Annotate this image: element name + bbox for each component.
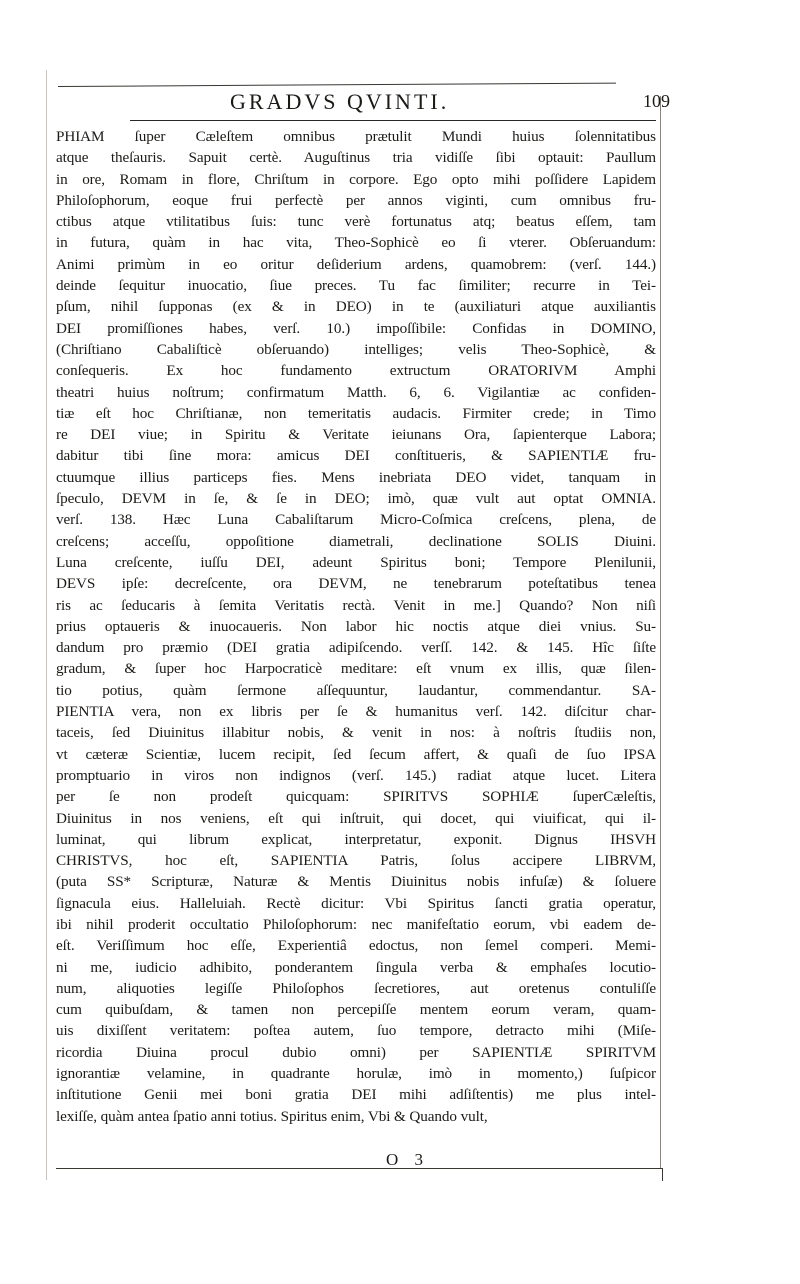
text-line: (Chriſtiano Cabaliſticè obſeruando) intelliges; velis Theo-Sophicè, & bbox=[56, 340, 656, 358]
right-frame-rule bbox=[660, 96, 661, 1168]
text-line: luminat, qui librum explicat, interpretatur, exponit. Dignus IHSVH bbox=[56, 830, 656, 848]
text-line: Animi primùm in eo oritur deſiderium ardens, quamobrem: (verſ. 144.) bbox=[56, 255, 656, 273]
text-line: CHRISTVS, hoc eſt, SAPIENTIA Patris, ſolus accipere LIBRVM, bbox=[56, 852, 656, 870]
text-line: DEVS ipſe: decreſcente, ora DEVM, ne tenebrarum poteſtatibus tenea bbox=[56, 575, 656, 593]
signature-mark: O 3 bbox=[386, 1150, 430, 1169]
top-border-rule bbox=[58, 83, 616, 87]
text-line: tio potius, quàm ſermone aſſequuntur, laudantur, commendantur. SA- bbox=[56, 681, 656, 699]
text-line: ignorantiæ velamine, in quadrante horulæ, imò in momento,) ſuſpicor bbox=[56, 1065, 656, 1083]
text-line: Philoſophorum, eoque frui perfectè per annos viginti, cum omnibus fru- bbox=[56, 191, 656, 209]
body-text bbox=[56, 126, 656, 1127]
text-line: per ſe non prodeſt quicquam: SPIRITVS SOPHIÆ ſuperCæleſtis, bbox=[56, 788, 656, 806]
text-line: PHIAM ſuper Cæleſtem omnibus prætulit Mundi huius ſolennitatibus bbox=[56, 128, 656, 145]
text-line: DEI promiſſiones habes, verſ. 10.) impoſſibile: Confidas in DOMINO, bbox=[56, 319, 656, 337]
page-number: 109 bbox=[643, 91, 670, 111]
text-line: dabitur tibi ſine mora: amicus DEI conſtitueris, & SAPIENTIÆ fru- bbox=[56, 447, 656, 465]
text-line: promptuario in viros non indignos (verſ. 145.) radiat atque lucet. Litera bbox=[56, 766, 656, 784]
text-line: gradum, & ſuper hoc Harpocraticè meditare: eſt vnum ex illis, quæ ſilen- bbox=[56, 660, 656, 678]
text-line: ibi nihil proderit occultatio Philoſophorum: nec manifeſtatio eorum, vbi eadem de- bbox=[56, 915, 656, 933]
text-line: pſum, nihil ſupponas (ex & in DEO) in te (auxiliaturi atque auxiliantis bbox=[56, 298, 656, 316]
running-title: GRADVS QVINTI. bbox=[230, 89, 450, 114]
text-line: ris ac ſeducaris à ſemita Veritatis rectà. Venit in me.] Quando? Non niſi bbox=[56, 596, 656, 614]
text-line: inſtitutione Genii mei boni gratia DEI mihi adſiſtentis) me plus intel- bbox=[56, 1086, 656, 1104]
text-line: uis dixiſſent veritatem: poſtea autem, ſuo tempore, detracto mihi (Miſe- bbox=[56, 1022, 656, 1040]
text-line: ctuumque illius particeps fies. Mens inebriata DEO videt, tanquam in bbox=[56, 468, 656, 486]
text-line: tiæ eſt hoc Chriſtianæ, non temeritatis audacis. Firmiter crede; in Timo bbox=[56, 404, 656, 422]
bottom-frame-rule bbox=[56, 1168, 663, 1181]
text-line: ctibus atque vtilitatibus ſuis: tunc verè fortunatus atq; beatus eſſem, tam bbox=[56, 213, 656, 231]
text-line: prius optaueris & inuocaueris. Non labor hic noctis atque diei vnius. Su- bbox=[56, 617, 656, 635]
text-line: Luna creſcente, iuſſu DEI, adeunt Spiritus boni; Tempore Plenilunii, bbox=[56, 553, 656, 571]
text-line: conſequeris. Ex hoc fundamento extructum ORATORIVM Amphi bbox=[56, 362, 656, 380]
header-rule bbox=[130, 120, 656, 121]
text-line: lexiſſe, quàm antea ſpatio anni totius. Spiritus enim, Vbi & Quando vult, bbox=[56, 1107, 488, 1125]
text-line: atque theſauris. Sapuit certè. Auguſtinus tria vidiſſe ſibi optauit: Paullum bbox=[56, 149, 656, 167]
text-line: ricordia Diuina procul dubio omni) per SAPIENTIÆ SPIRITVM bbox=[56, 1043, 656, 1061]
page-edge-rule bbox=[46, 70, 47, 1180]
text-line: taceis, ſed Diuinitus illabitur nobis, & venit in nos: à noſtris ſtudiis non, bbox=[56, 724, 656, 742]
text-line: ni me, iudicio adhibito, ponderantem ſingula verba & emphaſes locutio- bbox=[56, 958, 656, 976]
text-line: creſcens; acceſſu, oppoſitione diametrali, declinatione SOLIS Diuini. bbox=[56, 532, 656, 550]
running-head bbox=[150, 89, 670, 119]
text-line: in futura, quàm in hac vita, Theo-Sophicè eo ſi vterer. Obſeruandum: bbox=[56, 234, 656, 252]
text-line: vt cæteræ Scientiæ, lucem recipit, ſed ſecum affert, & quaſi de ſuo IPSA bbox=[56, 745, 656, 763]
text-line: ſpeculo, DEVM in ſe, & ſe in DEO; imò, quæ vult aut optat OMNIA. bbox=[56, 490, 656, 508]
text-line: (puta SS* Scripturæ, Naturæ & Mentis Diuinitus nobis infuſæ) & ſoluere bbox=[56, 873, 656, 891]
text-line: PIENTIA vera, non ex libris per ſe & humanitus verſ. 142. diſcitur char- bbox=[56, 703, 656, 721]
text-line: Diuinitus in nos veniens, eſt qui inſtruit, qui docet, qui viuificat, qui il- bbox=[56, 809, 656, 827]
text-line: in ore, Romam in flore, Chriſtum in corpore. Ego opto mihi poſſidere Lapidem bbox=[56, 170, 656, 188]
text-line: eſt. Veriſſimum hoc eſſe, Experientiâ edoctus, non ſemel comperi. Memi- bbox=[56, 937, 656, 955]
text-line: verſ. 138. Hæc Luna Cabaliſtarum Micro-Coſmica creſcens, plena, de bbox=[56, 511, 656, 529]
text-line: cum quibuſdam, & tamen non percepiſſe mentem eorum veram, quam- bbox=[56, 1001, 656, 1019]
text-line: re DEI viue; in Spiritu & Veritate ieiunans Ora, ſapienterque Labora; bbox=[56, 426, 656, 444]
text-line: theatri huius noſtrum; confirmatum Matth. 6, 6. Vigilantiæ ac confiden- bbox=[56, 383, 656, 401]
text-line: deinde ſequitur inuocatio, ſiue preces. Tu fac ſimiliter; recurre in Tei- bbox=[56, 277, 656, 295]
text-line: ſignacula eius. Halleluiah. Rectè dicitur: Vbi Spiritus ſancti gratia operatur, bbox=[56, 894, 656, 912]
text-line: num, aliquoties legiſſe Philoſophos ſecretiores, aut oretenus contuliſſe bbox=[56, 979, 656, 997]
text-line: dandum pro præmio (DEI gratia adipiſcendo. verſſ. 142. & 145. Hîc ſiſte bbox=[56, 639, 656, 657]
